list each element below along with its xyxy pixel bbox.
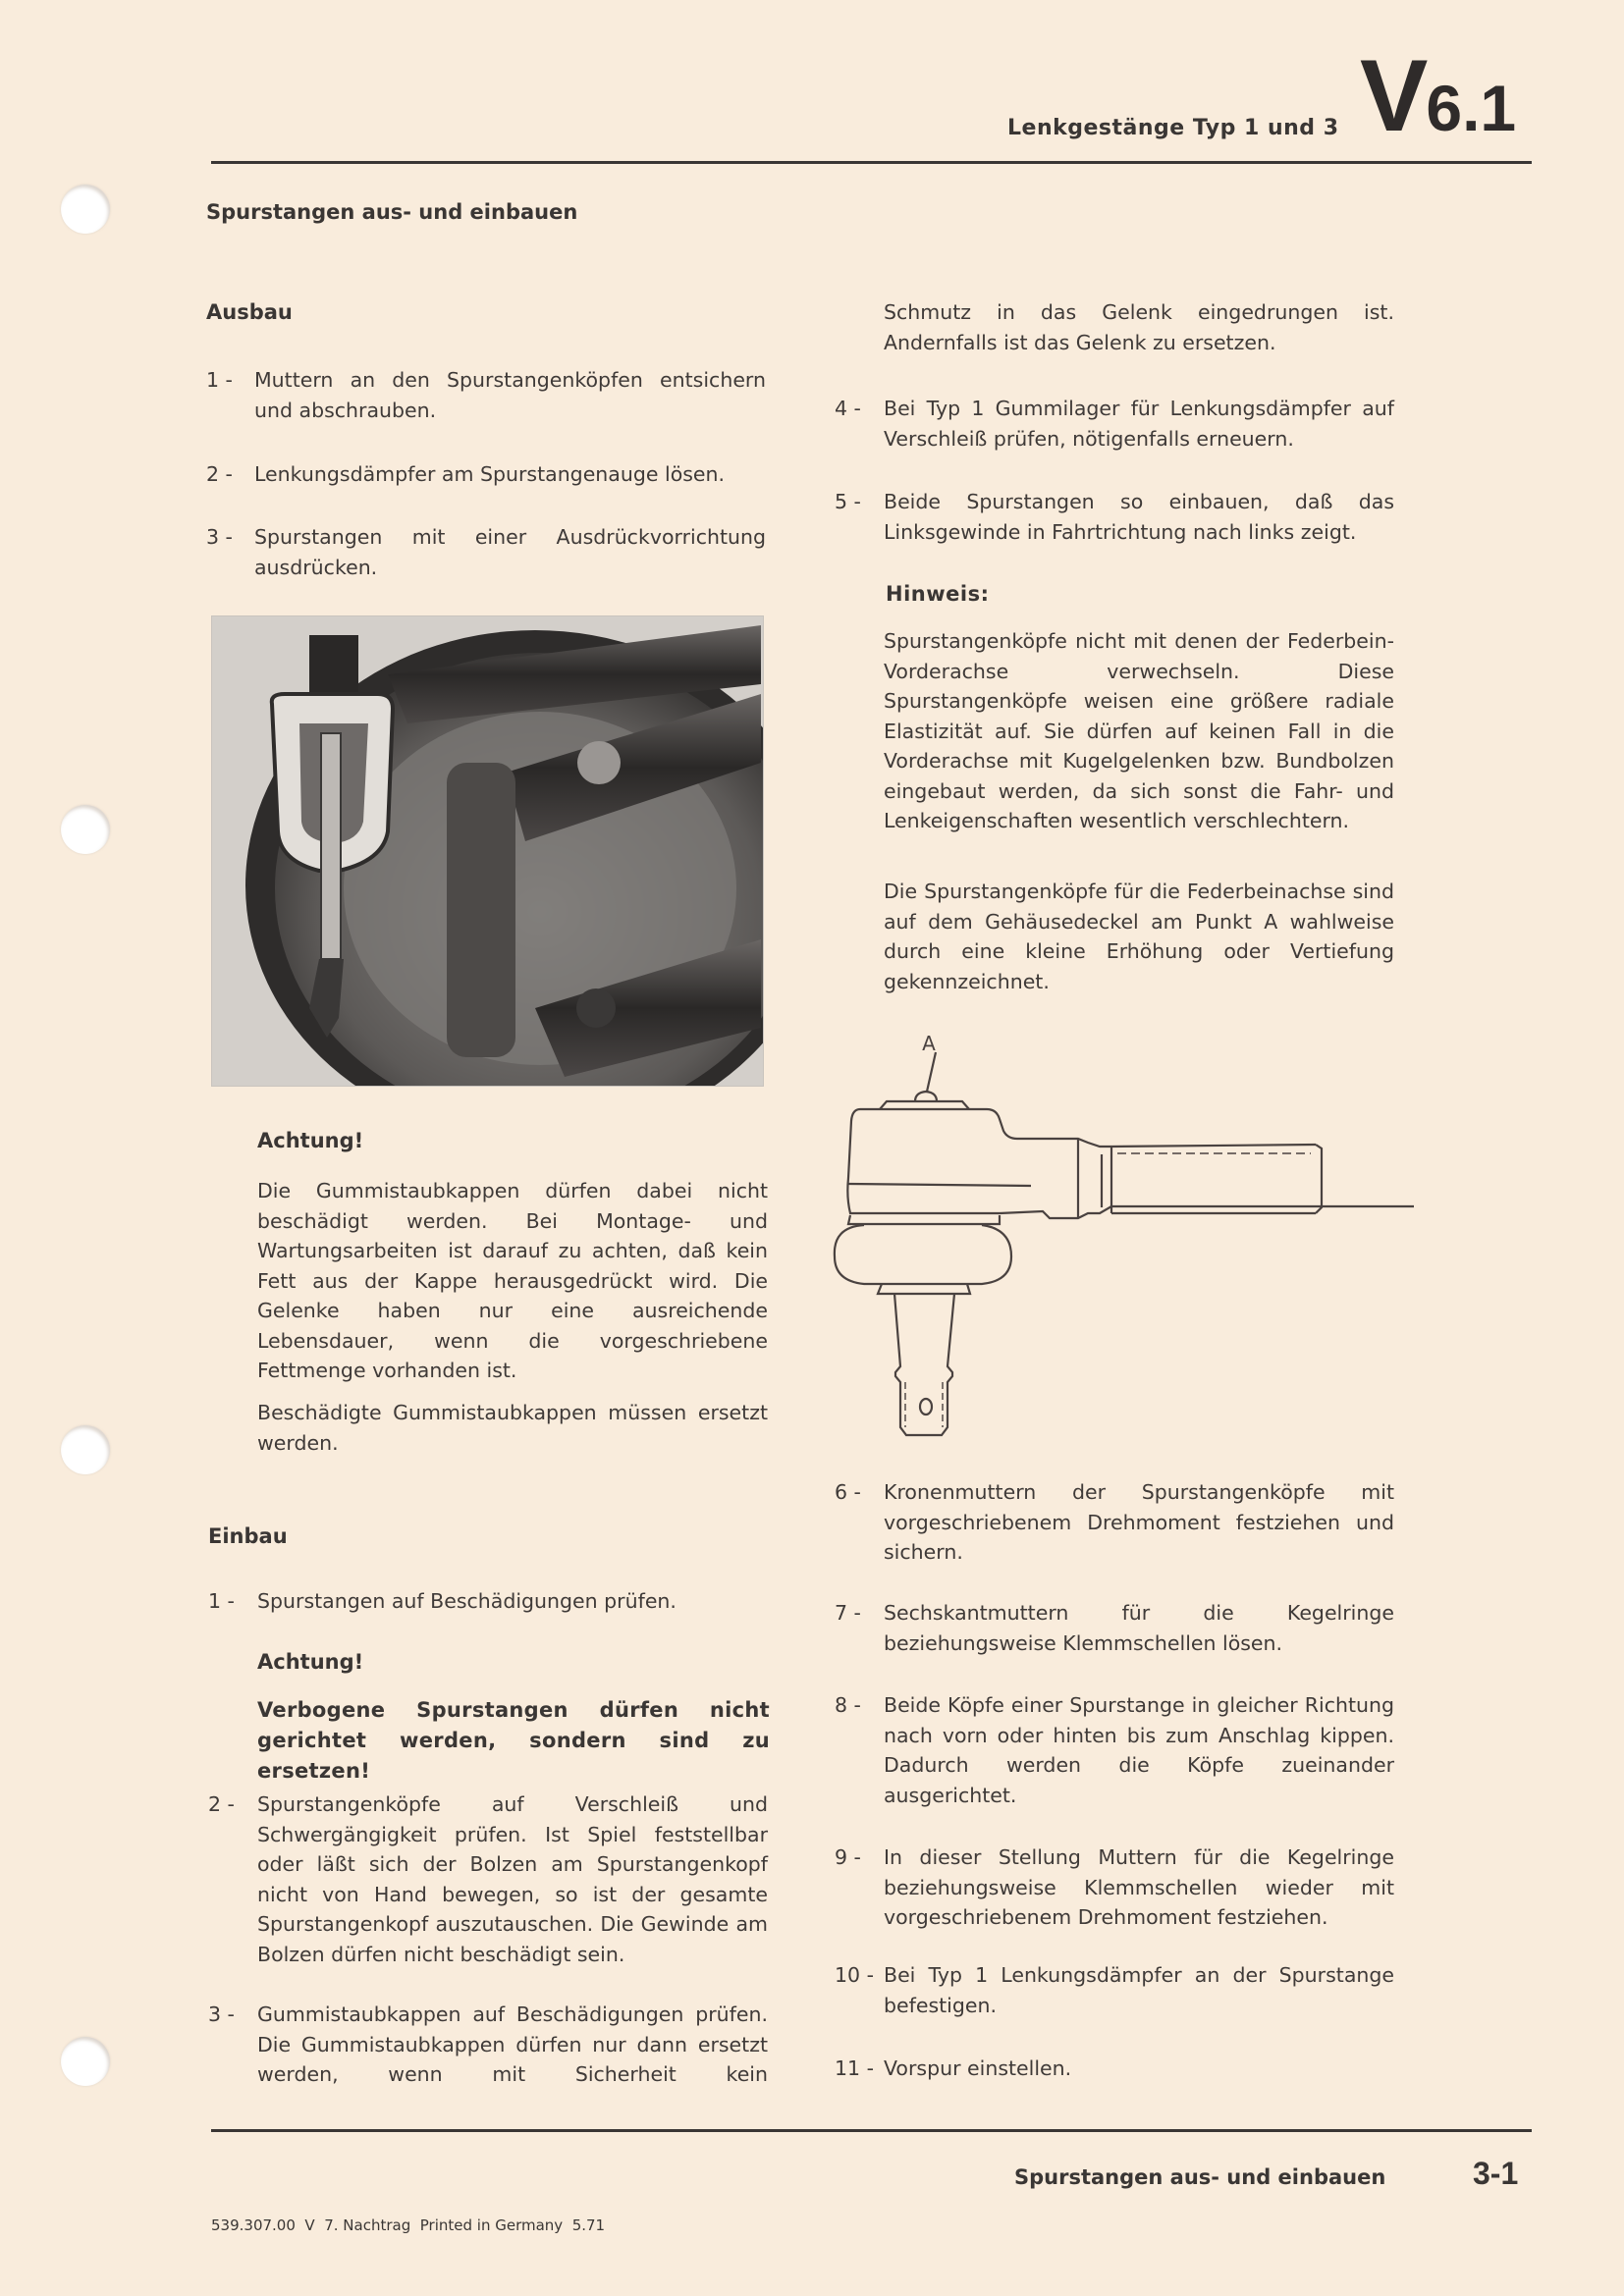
print-info: 539.307.00 V 7. Nachtrag Printed in Germany 5.71 xyxy=(211,2216,606,2234)
ausbau-step-2 xyxy=(206,459,785,490)
step-text: Spurstangenköpfe auf Verschleiß und Schwergängigkeit prüfen. Ist Spiel feststellbar oder läßt sich der Bolzen am Spurstangenkopf nicht von Hand bewegen, so ist der gesamte Spurstangenkopf auszutauschen. Die Gewinde am Bolzen dürfen nicht beschädigt sein. xyxy=(257,1792,768,1966)
achtung-text-2: Beschädigte Gummistaubkappen müssen ersetzt werden. xyxy=(257,1401,768,1455)
hinweis-text-1: Spurstangenköpfe nicht mit denen der Federbein-Vorderachse verwechseln. Diese Spurstangenköpfe weisen eine größere radiale Elastizität auf. Sie dürfen auf keinen Fall in die Vorderachse mit Kugelgelenken bzw. Bundbolzen eingebaut werden, da sich sonst die Fahr- und Lenkeigenschaften wesentlich verschlechtern. xyxy=(884,629,1394,832)
step-number: 3 - xyxy=(208,2002,235,2026)
achtung-heading-1: Achtung! xyxy=(257,1129,364,1152)
einbau-step-7 xyxy=(835,1598,1394,1658)
step-number: 11 - xyxy=(835,2056,874,2080)
einbau-achtung-heading: Achtung! xyxy=(257,1650,364,1674)
step-text: Bei Typ 1 Lenkungsdämpfer an der Spurstange befestigen. xyxy=(884,1963,1394,2017)
ausbau-step-1 xyxy=(206,365,766,425)
einbau-step-8 xyxy=(835,1690,1394,1810)
header-rule xyxy=(211,161,1532,164)
step-text: Spurstangen mit einer Ausdrückvorrichtung ausdrücken. xyxy=(254,525,766,579)
step-number: 1 - xyxy=(208,1589,235,1613)
section-code-number: 6.1 xyxy=(1426,72,1517,144)
einbau-step-10 xyxy=(835,1960,1394,2020)
achtung-text-1: Die Gummistaubkappen dürfen dabei nicht beschädigt werden. Bei Montage- und Wartungsarbeiten ist darauf zu achten, daß kein Fett aus der Kappe herausgedrückt wird. Die Gelenke haben nur eine ausreichende Lebensdauer, wenn die vorgeschriebene Fettmenge vorhanden ist. xyxy=(257,1179,768,1382)
punch-hole xyxy=(61,2037,110,2086)
step-3-continued: Schmutz in das Gelenk eingedrungen ist. Andernfalls ist das Gelenk zu ersetzen. xyxy=(884,300,1394,354)
einbau-step-5 xyxy=(835,487,1394,547)
einbau-step-2 xyxy=(208,1789,768,1969)
step-text: Beide Köpfe einer Spurstange in gleicher Richtung nach vorn oder hinten bis zum Anschlag kippen. Dadurch werden die Köpfe zueinander ausgerichtet. xyxy=(884,1693,1394,1807)
step-number: 8 - xyxy=(835,1693,861,1717)
ausbau-step-3 xyxy=(206,522,766,582)
step-text: Sechskantmuttern für die Kegelringe beziehungsweise Klemmschellen lösen. xyxy=(884,1601,1394,1655)
step-text: Vorspur einstellen. xyxy=(884,2056,1072,2080)
step-text: Kronenmuttern der Spurstangenköpfe mit vorgeschriebenem Drehmoment festziehen und sichern. xyxy=(884,1480,1394,1564)
step-number: 10 - xyxy=(835,1963,874,1987)
step-text: Beide Spurstangen so einbauen, daß das Linksgewinde in Fahrtrichtung nach links zeigt. xyxy=(884,490,1394,544)
step-text: Muttern an den Spurstangenköpfen entsichern und abschrauben. xyxy=(254,368,766,422)
step-text: Lenkungsdämpfer am Spurstangenauge lösen. xyxy=(254,462,726,486)
step-number: 7 - xyxy=(835,1601,861,1625)
einbau-step-4 xyxy=(835,394,1394,454)
einbau-step-1 xyxy=(208,1586,787,1617)
ausbau-heading: Ausbau xyxy=(206,300,293,324)
einbau-achtung-text: Verbogene Spurstangen dürfen nicht gerichtet werden, sondern sind zu ersetzen! xyxy=(257,1698,770,1783)
page-number: 3-1 xyxy=(1473,2156,1519,2191)
step-number: 2 - xyxy=(208,1792,235,1816)
step-text: Spurstangen auf Beschädigungen prüfen. xyxy=(257,1589,677,1613)
punch-hole xyxy=(61,185,110,234)
step-text: In dieser Stellung Muttern für die Kegelringe beziehungsweise Klemmschellen wieder mit vorgeschriebenem Drehmoment festziehen. xyxy=(884,1845,1394,1929)
section-title: Lenkgestänge Typ 1 und 3 xyxy=(1007,116,1339,140)
step-number: 2 - xyxy=(206,462,233,486)
hinweis-heading: Hinweis: xyxy=(886,582,990,606)
hinweis-text-2: Die Spurstangenköpfe für die Federbeinachse sind auf dem Gehäusedeckel am Punkt A wahlweise durch eine kleine Erhöhung oder Vertiefung gekennzeichnet. xyxy=(884,880,1394,993)
step-number: 4 - xyxy=(835,397,861,420)
einbau-step-3 xyxy=(208,2000,768,2090)
section-code-letter: V xyxy=(1360,39,1429,153)
photo-tie-rod-puller xyxy=(211,615,764,1087)
point-a-label: A xyxy=(922,1032,936,1055)
section-code xyxy=(1360,39,1518,153)
punch-hole xyxy=(61,805,110,854)
einbau-step-9 xyxy=(835,1842,1394,1933)
step-number: 5 - xyxy=(835,490,861,513)
photo-illustration xyxy=(211,615,764,1087)
footer-title: Spurstangen aus- und einbauen xyxy=(1014,2165,1386,2189)
step-text: Bei Typ 1 Gummilager für Lenkungsdämpfer auf Verschleiß prüfen, nötigenfalls erneuern. xyxy=(884,397,1394,451)
tie-rod-end-drawing xyxy=(825,1021,1414,1463)
step-number: 1 - xyxy=(206,368,233,392)
page-title: Spurstangen aus- und einbauen xyxy=(206,200,578,224)
tie-rod-end-diagram xyxy=(825,1021,1414,1463)
footer-rule xyxy=(211,2129,1532,2132)
einbau-step-6 xyxy=(835,1477,1394,1568)
punch-hole xyxy=(61,1425,110,1474)
step-text: Gummistaubkappen auf Beschädigungen prüfen. Die Gummistaubkappen dürfen nur dann ersetzt werden, wenn mit Sicherheit kein xyxy=(257,2002,768,2086)
step-number: 6 - xyxy=(835,1480,861,1504)
einbau-heading: Einbau xyxy=(208,1524,288,1548)
step-number: 9 - xyxy=(835,1845,861,1869)
step-number: 3 - xyxy=(206,525,233,549)
einbau-step-11 xyxy=(835,2054,1394,2084)
